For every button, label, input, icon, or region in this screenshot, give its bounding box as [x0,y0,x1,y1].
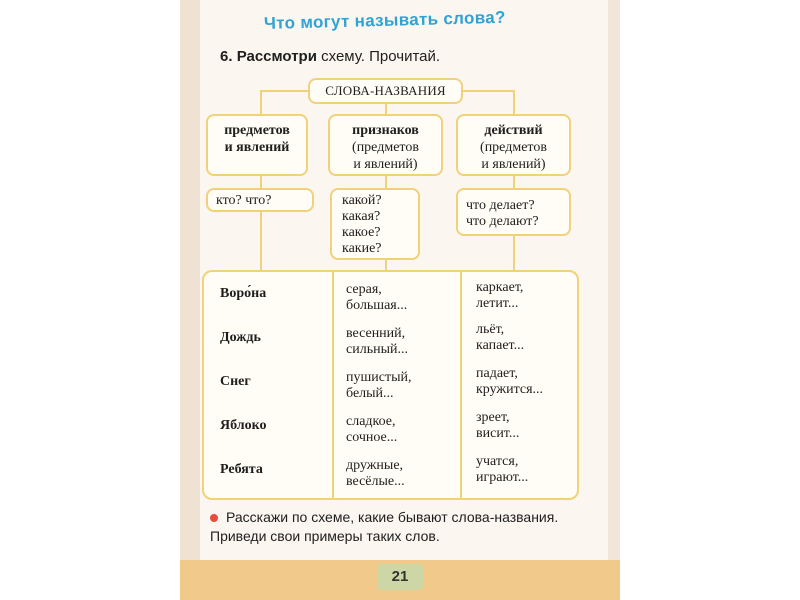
table-noun: Яблоко [220,418,267,433]
action-word: кружится... [476,382,544,397]
table-noun: Дождь [220,330,261,345]
table-attributes [346,326,408,358]
table-noun: Воро́на [220,286,267,301]
footer-task [210,508,590,546]
attribute-word: серая, [346,282,382,297]
scheme-root-box: СЛОВА-НАЗВАНИЯ [308,78,463,104]
attribute-word: дружные, [346,458,404,473]
connector-line [385,260,387,270]
attribute-word: сочное... [346,430,398,445]
attribute-word: белый... [346,386,394,401]
connector-line [513,90,515,114]
table-attributes [346,414,397,446]
connector-line [260,176,262,188]
connector-line [260,90,262,114]
question-text: какая? [342,209,381,224]
table-actions [476,410,519,442]
action-word: каркает, [476,280,524,295]
question-text: что делает? [466,198,535,213]
connector-line [385,176,387,188]
page-title: Что могут называть слова? [263,7,506,33]
attribute-word: весёлые... [346,474,405,489]
attribute-word: сладкое, [346,414,396,429]
table-noun: Ребята [220,462,263,477]
task-number: 6. [220,48,233,65]
question-box-attributes [330,188,420,260]
footer-text: Расскажи по схеме, какие бывают слова-названия. Приведи свои примеры таких слов. [210,509,559,544]
bullet-icon [210,514,218,522]
table-divider [332,272,334,498]
attribute-word: большая... [346,298,408,313]
page-edge-left [180,0,200,600]
action-word: учатся, [476,454,519,469]
action-word: летит... [476,296,519,311]
category-line: и явлений [224,140,290,155]
textbook-page [180,0,620,600]
category-line: (предметов [480,140,547,155]
question-text: какие? [342,241,382,256]
category-line: (предметов [352,140,419,155]
table-actions [476,366,543,398]
examples-table [202,270,579,500]
category-line: признаков [352,123,419,138]
category-objects-box [206,114,308,176]
connector-line [385,104,387,114]
attribute-word: сильный... [346,342,408,357]
table-noun: Снег [220,374,251,389]
question-box-actions [456,188,571,236]
category-line: действий [484,123,543,138]
table-attributes [346,458,405,490]
task-verb: Рассмотри [236,48,317,65]
question-text: кто? что? [216,193,272,208]
question-text: что делают? [466,214,539,229]
task-instruction [220,48,440,65]
connector-line [260,212,262,270]
table-attributes [346,370,412,402]
question-text: какое? [342,225,381,240]
action-word: зреет, [476,410,510,425]
category-actions-box [456,114,571,176]
action-word: падает, [476,366,518,381]
category-line: и явлений) [353,157,418,172]
page-number: 21 [377,564,423,590]
attribute-word: весенний, [346,326,406,341]
table-actions [476,322,524,354]
category-attributes-box [328,114,443,176]
page-edge-right [608,0,620,600]
category-line: предметов [224,123,290,138]
table-divider [460,272,462,498]
question-box-objects [206,188,314,212]
action-word: льёт, [476,322,505,337]
connector-line [463,90,515,92]
action-word: капает... [476,338,525,353]
category-line: и явлений) [481,157,546,172]
connector-line [513,176,515,188]
connector-line [513,236,515,270]
table-actions [476,280,523,312]
question-text: какой? [342,193,382,208]
action-word: играют... [476,470,529,485]
action-word: висит... [476,426,520,441]
table-actions [476,454,528,486]
attribute-word: пушистый, [346,370,412,385]
connector-line [260,90,308,92]
table-attributes [346,282,407,314]
task-rest: схему. Прочитай. [321,48,441,65]
